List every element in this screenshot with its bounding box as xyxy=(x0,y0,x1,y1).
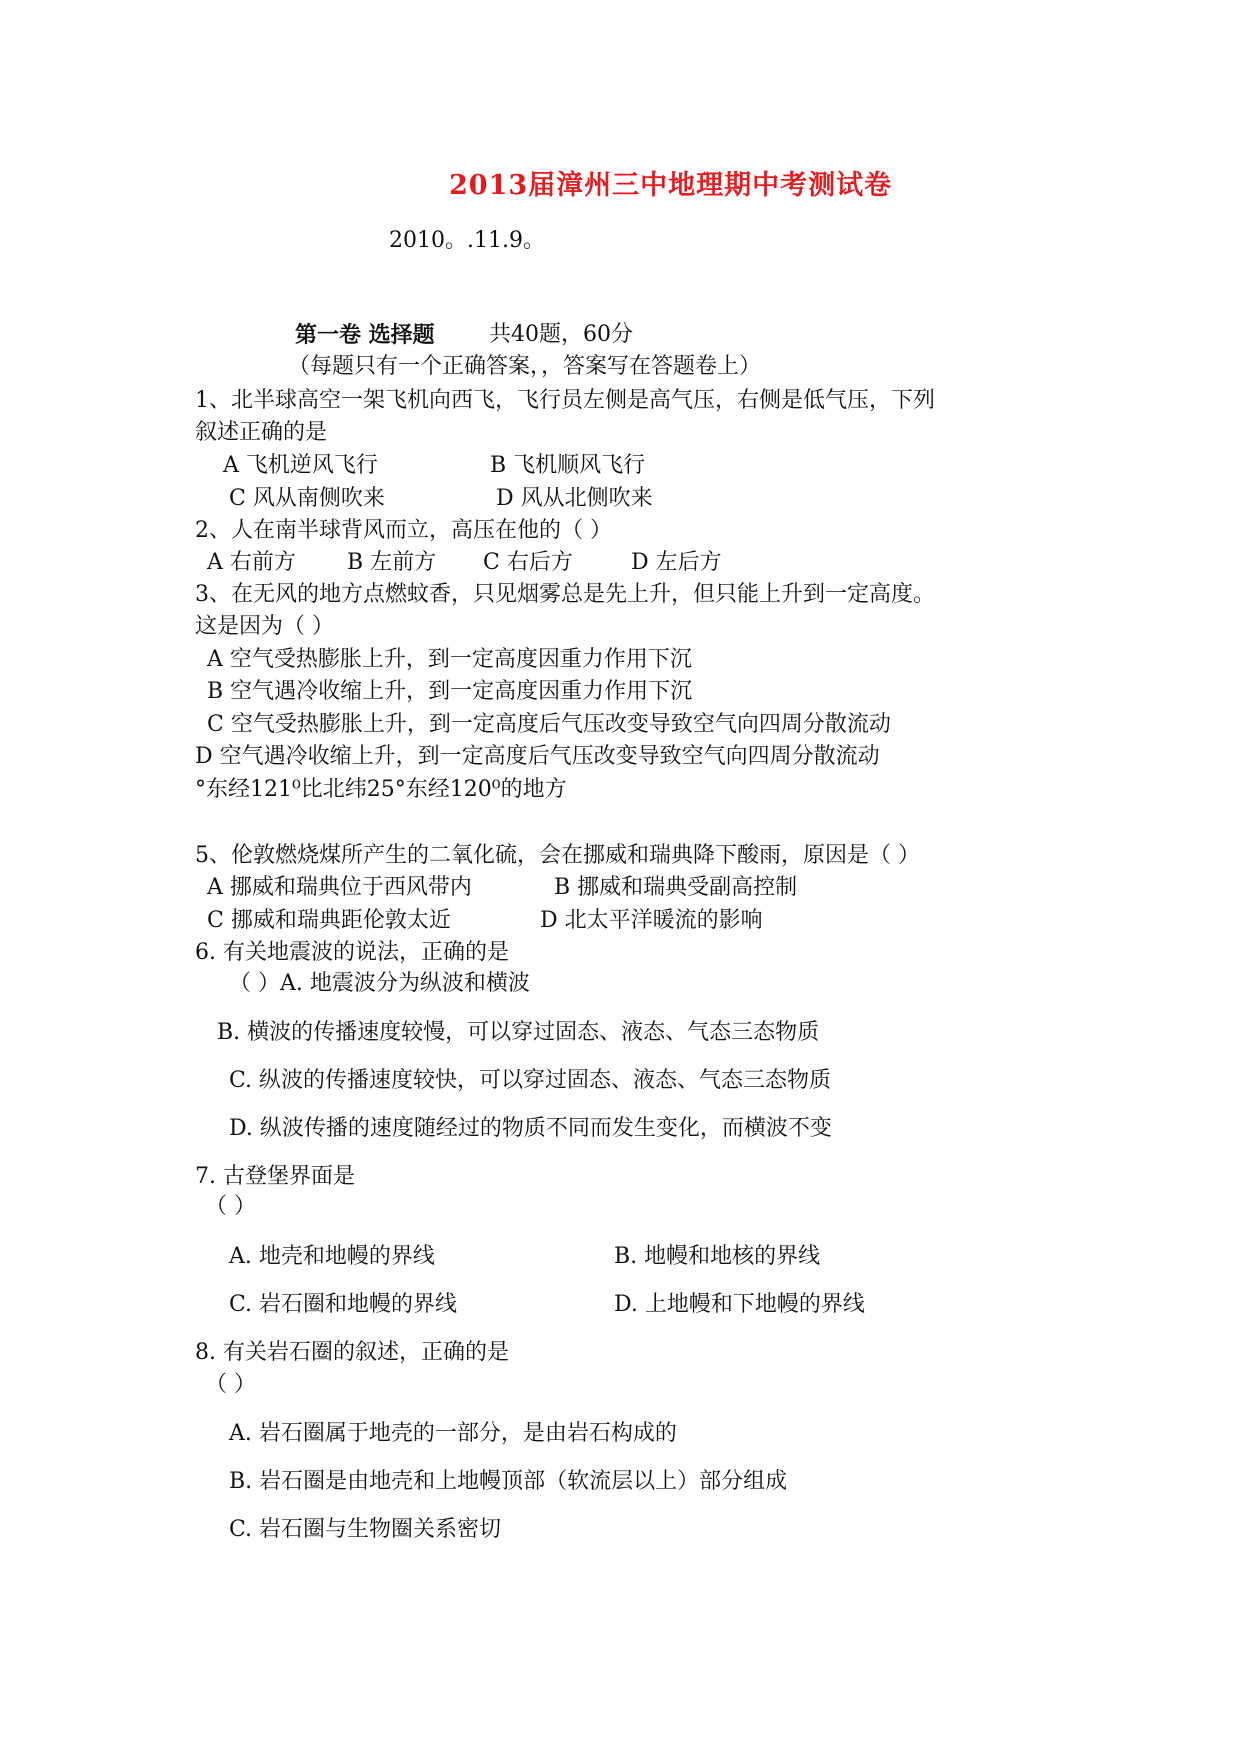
q6-option-d: D. 纵波传播的速度随经过的物质不同而发生变化，而横波不变 xyxy=(229,1116,832,1141)
q1-option-a: A 飞机逆风飞行 xyxy=(223,453,378,478)
q8-option-c: C. 岩石圈与生物圈关系密切 xyxy=(229,1517,502,1542)
q7-stem: 7. 古登堡界面是 xyxy=(195,1164,355,1189)
q2-option-b: B 左前方 xyxy=(347,550,437,575)
exam-date: 2010。.11.9。 xyxy=(389,228,545,253)
q3-stem-line1: 3、在无风的地方点燃蚊香，只见烟雾总是先上升，但只能上升到一定高度。 xyxy=(195,582,935,607)
q1-option-d: D 风从北侧吹来 xyxy=(496,486,653,511)
q5-option-d: D 北太平洋暖流的影响 xyxy=(540,908,763,933)
section-summary: 共40题，60分 xyxy=(489,322,633,347)
q2-stem: 2、人在南半球背风而立，高压在他的（ ） xyxy=(195,518,612,543)
q8-stem: 8. 有关岩石圈的叙述，正确的是 xyxy=(195,1340,509,1365)
q7-option-c: C. 岩石圈和地幔的界线 xyxy=(229,1292,458,1317)
q7-option-a: A. 地壳和地幔的界线 xyxy=(229,1244,435,1269)
q5-stem: 5、伦敦燃烧煤所产生的二氧化硫，会在挪威和瑞典降下酸雨，原因是（ ） xyxy=(195,843,920,868)
q3-option-c: C 空气受热膨胀上升，到一定高度后气压改变导致空气向四周分散流动 xyxy=(207,712,891,737)
q6-option-c: C. 纵波的传播速度较快，可以穿过固态、液态、气态三态物质 xyxy=(229,1068,832,1093)
q4-fragment: °东经121⁰比北纬25°东经120⁰的地方 xyxy=(195,777,567,802)
q7-bracket: （ ） xyxy=(205,1194,256,1219)
q7-option-d: D. 上地幔和下地幔的界线 xyxy=(614,1292,865,1317)
q8-bracket: （ ） xyxy=(205,1372,256,1397)
q5-option-c: C 挪威和瑞典距伦敦太近 xyxy=(207,908,451,933)
q5-option-a: A 挪威和瑞典位于西风带内 xyxy=(207,875,472,900)
q1-option-b: B 飞机顺风飞行 xyxy=(490,453,646,478)
q8-option-b: B. 岩石圈是由地壳和上地幔顶部（软流层以上）部分组成 xyxy=(229,1469,788,1494)
q6-stem: 6. 有关地震波的说法，正确的是 xyxy=(195,940,509,965)
q6-bracket-option-a: （ ）A. 地震波分为纵波和横波 xyxy=(229,971,530,996)
q8-option-a: A. 岩石圈属于地壳的一部分，是由岩石构成的 xyxy=(229,1421,677,1446)
q6-option-b: B. 横波的传播速度较慢，可以穿过固态、液态、气态三态物质 xyxy=(217,1020,820,1045)
q3-option-d: D 空气遇冷收缩上升，到一定高度后气压改变导致空气向四周分散流动 xyxy=(195,744,880,769)
q2-option-a: A 右前方 xyxy=(207,550,296,575)
section-instruction: （每题只有一个正确答案，，答案写在答题卷上） xyxy=(288,354,762,379)
q2-option-c: C 右后方 xyxy=(483,550,573,575)
q1-option-c: C 风从南侧吹来 xyxy=(229,486,385,511)
q7-option-b: B. 地幔和地核的界线 xyxy=(614,1244,821,1269)
exam-title: 2013届漳州三中地理期中考测试卷 xyxy=(449,170,893,201)
q3-option-a: A 空气受热膨胀上升，到一定高度因重力作用下沉 xyxy=(207,647,692,672)
section-heading: 第一卷 选择题 xyxy=(295,322,435,348)
q2-option-d: D 左后方 xyxy=(631,550,722,575)
q1-stem-line1: 1、北半球高空一架飞机向西飞，飞行员左侧是高气压，右侧是低气压，下列 xyxy=(195,388,935,413)
q1-stem-line2: 叙述正确的是 xyxy=(195,420,328,445)
q5-option-b: B 挪威和瑞典受副高控制 xyxy=(554,875,798,900)
q3-stem-line2: 这是因为（ ） xyxy=(195,614,334,639)
q3-option-b: B 空气遇冷收缩上升，到一定高度因重力作用下沉 xyxy=(207,679,693,704)
